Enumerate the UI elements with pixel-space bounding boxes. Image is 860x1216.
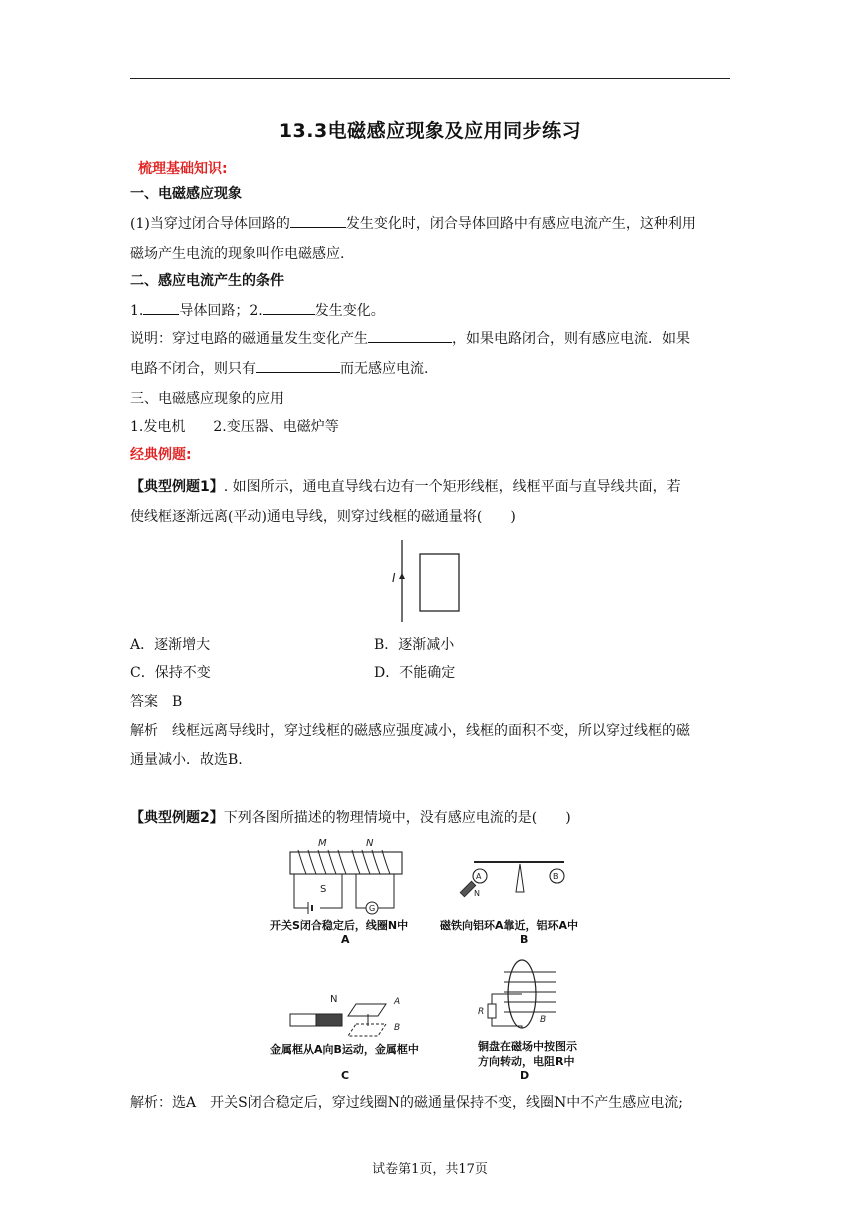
ring-a-label: A — [476, 872, 482, 881]
figure-c-letter: C — [341, 1069, 350, 1082]
fill-blank — [256, 358, 340, 373]
coil-n-label: N — [366, 838, 374, 849]
switch-label: S — [320, 884, 327, 895]
paragraph-2 — [130, 298, 730, 325]
frame-position-b — [348, 1024, 386, 1036]
magnet-south — [290, 1014, 316, 1026]
resistor — [488, 1004, 496, 1018]
ring-b-label: B — [553, 872, 559, 881]
figure-a-caption: 开关S闭合稳定后，线圈N中 — [270, 919, 409, 932]
coil-m-label: M — [318, 838, 327, 849]
option-b: B．逐渐减小 — [374, 637, 455, 653]
iron-core — [290, 852, 402, 874]
p3-text-a: 说明：穿过电路的磁通量发生变化产生 — [130, 331, 368, 347]
figure-d-disk — [474, 956, 584, 1036]
paragraph-1-line-2: 磁场产生电流的现象叫作电磁感应. — [130, 246, 345, 262]
pivot-stand — [516, 864, 524, 892]
example-2-line — [130, 805, 730, 832]
magnet-n-label: N — [474, 889, 480, 898]
magnet-pole-label: N — [330, 994, 338, 1005]
figure-d-letter: D — [520, 1069, 530, 1082]
analysis-line-1: 解析 线框远离导线时，穿过线框的磁感应强度减小，线框的面积不变，所以穿过线框的磁 — [130, 723, 690, 739]
current-label: I — [392, 571, 396, 585]
p1-text-a: (1)当穿过闭合导体回路的 — [130, 216, 290, 232]
p2-text-b: 导体回路；2. — [179, 303, 263, 319]
rectangular-loop — [420, 554, 459, 611]
heading-applications: 三、电磁感应现象的应用 — [130, 391, 284, 407]
circuit-m — [294, 874, 342, 908]
heading-em-induction: 一、电磁感应现象 — [130, 186, 242, 202]
resistor-label: R — [478, 1007, 485, 1017]
page-title: 13.3电磁感应现象及应用同步练习 — [278, 120, 582, 142]
figure-c-frame — [284, 990, 424, 1040]
coil-m-windings — [298, 850, 346, 874]
frame-position-a — [348, 1004, 386, 1016]
coil-n-windings — [352, 850, 390, 874]
heading-conditions: 二、感应电流产生的条件 — [130, 273, 284, 289]
option-a: A．逐渐增大 — [130, 637, 211, 653]
p3-text-b: ，如果电路闭合，则有感应电流．如果 — [452, 331, 690, 347]
galvanometer-label: G — [369, 904, 376, 913]
p2-text-c: 发生变化。 — [314, 303, 385, 319]
figure-a-letter: A — [341, 933, 350, 946]
p1-text-b: 发生变化时，闭合导体回路中有感应电流产生，这种利用 — [345, 216, 696, 232]
figure-b-caption: 磁铁向铝环A靠近，铝环A中 — [440, 919, 579, 932]
section-basics-heading: 梳理基础知识: — [138, 161, 228, 177]
figure-d-caption-1: 铜盘在磁场中按图示 — [478, 1040, 577, 1053]
analysis-line-2: 通量减小．故选B. — [130, 752, 243, 768]
fill-blank — [263, 300, 315, 315]
p3-text-d: 而无感应电流. — [340, 361, 429, 377]
example-2-text: 下列各图所描述的物理情境中，没有感应电流的是( ) — [223, 810, 571, 826]
p4-text-b: 2.变压器、电磁炉等 — [213, 419, 339, 435]
example-1-label: 【典型例题1】 — [130, 479, 224, 495]
fill-blank — [143, 300, 179, 315]
p2-text-a: 1. — [130, 303, 144, 319]
paragraph-1-line-1 — [130, 211, 730, 238]
field-lines — [504, 972, 556, 1012]
fill-blank — [368, 328, 452, 343]
option-d: D．不能确定 — [374, 665, 456, 681]
figure-b-rings — [454, 852, 584, 912]
example-1-line-2: 使线框逐渐远离(平动)通电导线，则穿过线框的磁通量将( ) — [130, 509, 516, 525]
field-label: B — [540, 1015, 547, 1025]
paragraph-4 — [130, 414, 730, 441]
paragraph-3-line-1 — [130, 326, 730, 353]
figure-d-caption-2: 方向转动，电阻R中 — [478, 1055, 575, 1068]
page-footer: 试卷第1页，共17页 — [372, 1162, 488, 1177]
section-examples-heading: 经典例题: — [130, 447, 192, 463]
paragraph-3-line-2 — [130, 356, 730, 383]
figure-b-letter: B — [520, 933, 529, 946]
wire-and-loop-figure — [380, 536, 470, 624]
current-arrow — [399, 573, 405, 579]
example-2-analysis: 解析：选A 开关S闭合稳定后，穿过线圈N的磁通量保持不变，线圈N中不产生感应电流; — [130, 1095, 683, 1111]
p3-text-c: 电路不闭合，则只有 — [130, 361, 256, 377]
option-c: C．保持不变 — [130, 665, 211, 681]
fill-blank — [290, 213, 346, 228]
example-1-text-a: . 如图所示，通电直导线右边有一个矩形线框，线框平面与直导线共面，若 — [223, 479, 681, 495]
position-b-label: B — [394, 1023, 401, 1033]
example-1-line-1 — [130, 474, 730, 501]
example-2-label: 【典型例题2】 — [130, 810, 224, 826]
magnet-north — [316, 1014, 342, 1026]
header-rule — [130, 78, 730, 79]
p4-text-a: 1.发电机 — [130, 419, 186, 435]
position-a-label: A — [394, 997, 401, 1007]
answer-line: 答案 B — [130, 694, 183, 710]
figure-c-caption: 金属框从A向B运动，金属框中 — [270, 1043, 419, 1056]
